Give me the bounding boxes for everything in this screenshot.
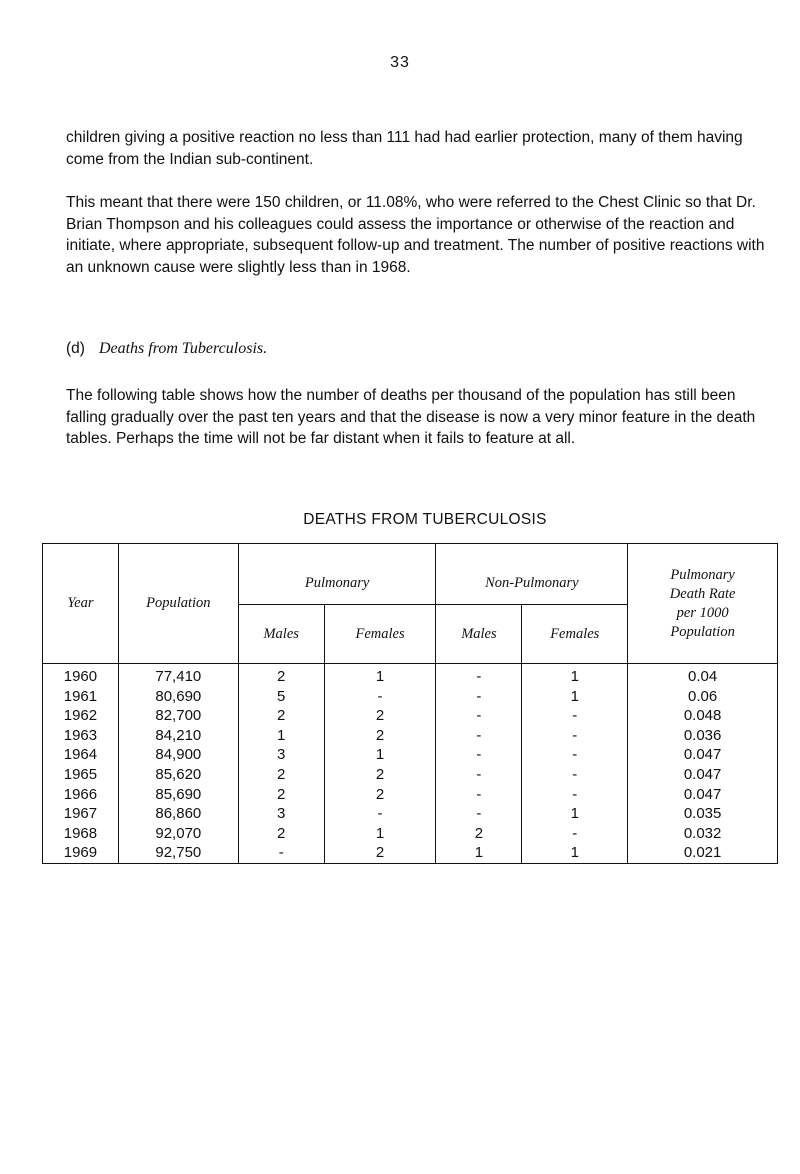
cell-population: 82,700 [118, 706, 238, 726]
table-row [43, 664, 778, 687]
cell-death-rate: 0.047 [628, 785, 778, 805]
cell-pulmonary-females: 2 [324, 706, 436, 726]
header-rate-line4: Population [670, 623, 735, 640]
cell-death-rate: 0.021 [628, 843, 778, 863]
cell-death-rate: 0.032 [628, 824, 778, 844]
header-rate-line3: per 1000 [676, 604, 729, 621]
table-row [43, 785, 778, 805]
cell-pulmonary-females: 2 [324, 765, 436, 785]
cell-year: 1964 [43, 745, 119, 765]
cell-pulmonary-males: - [238, 843, 324, 863]
cell-population: 92,750 [118, 843, 238, 863]
cell-pulmonary-females: 2 [324, 726, 436, 746]
paragraph-table-intro: The following table shows how the number of deaths per thousand of the population has still been falling gradually over the past ten years and that the disease is now a very minor feature in the death tables. Perhaps the time will not be far distant when it fails to feature at all. [66, 387, 756, 447]
cell-pulmonary-males: 2 [238, 824, 324, 844]
cell-non-pulmonary-females: - [522, 785, 628, 805]
cell-year: 1966 [43, 785, 119, 805]
header-non-pulmonary: Non-Pulmonary [436, 544, 628, 605]
header-non-pulmonary-females: Females [522, 605, 628, 664]
cell-pulmonary-females: - [324, 687, 436, 707]
header-pulmonary-females: Females [324, 605, 436, 664]
page-number: 33 [390, 54, 410, 71]
paragraph-chest-clinic-referrals: This meant that there were 150 children, or 11.08%, who were referred to the Chest Clinic so that Dr. Brian Thompson and his colleagues could assess the importance or otherwise of the reaction and initiate, where appropriate, subsequent follow-up and treatment. The number of positive reactions with an unknown cause were slightly less than in 1968. [66, 194, 765, 276]
header-year: Year [43, 544, 119, 664]
cell-population: 77,410 [118, 664, 238, 687]
header-pulmonary-males: Males [238, 605, 324, 664]
cell-non-pulmonary-males: - [436, 765, 522, 785]
cell-non-pulmonary-females: - [522, 765, 628, 785]
cell-year: 1969 [43, 843, 119, 863]
cell-pulmonary-males: 3 [238, 804, 324, 824]
cell-year: 1960 [43, 664, 119, 687]
cell-non-pulmonary-males: - [436, 687, 522, 707]
cell-death-rate: 0.047 [628, 745, 778, 765]
deaths-table [42, 543, 778, 864]
cell-pulmonary-males: 1 [238, 726, 324, 746]
cell-non-pulmonary-males: - [436, 745, 522, 765]
table-row [43, 706, 778, 726]
table-row [43, 745, 778, 765]
table-row [43, 687, 778, 707]
cell-non-pulmonary-males: 2 [436, 824, 522, 844]
cell-pulmonary-males: 2 [238, 664, 324, 687]
cell-population: 84,900 [118, 745, 238, 765]
cell-year: 1962 [43, 706, 119, 726]
cell-non-pulmonary-females: - [522, 824, 628, 844]
cell-population: 86,860 [118, 804, 238, 824]
table-title: DEATHS FROM TUBERCULOSIS [303, 511, 547, 528]
cell-year: 1961 [43, 687, 119, 707]
cell-non-pulmonary-females: - [522, 726, 628, 746]
cell-non-pulmonary-females: 1 [522, 804, 628, 824]
cell-year: 1963 [43, 726, 119, 746]
header-death-rate [628, 544, 778, 664]
section-title: Deaths from Tuberculosis. [98, 340, 268, 357]
cell-non-pulmonary-males: - [436, 785, 522, 805]
cell-population: 84,210 [118, 726, 238, 746]
table-row [43, 804, 778, 824]
cell-non-pulmonary-males: - [436, 804, 522, 824]
cell-pulmonary-males: 2 [238, 765, 324, 785]
table-row [43, 843, 778, 863]
cell-pulmonary-males: 5 [238, 687, 324, 707]
cell-non-pulmonary-females: 1 [522, 843, 628, 863]
section-heading [66, 340, 267, 358]
cell-death-rate: 0.048 [628, 706, 778, 726]
cell-population: 80,690 [118, 687, 238, 707]
cell-year: 1968 [43, 824, 119, 844]
table-row [43, 824, 778, 844]
cell-population: 85,620 [118, 765, 238, 785]
cell-non-pulmonary-females: 1 [522, 664, 628, 687]
header-rate-line2: Death Rate [669, 585, 736, 602]
cell-population: 85,690 [118, 785, 238, 805]
cell-non-pulmonary-females: - [522, 706, 628, 726]
cell-year: 1967 [43, 804, 119, 824]
cell-pulmonary-females: 2 [324, 785, 436, 805]
cell-non-pulmonary-males: 1 [436, 843, 522, 863]
paragraph-positive-reactions: children giving a positive reaction no less than 111 had had earlier protection, many of them having come from the Indian sub-continent. [66, 129, 743, 168]
header-population: Population [118, 544, 238, 664]
cell-pulmonary-males: 2 [238, 785, 324, 805]
header-non-pulmonary-males: Males [436, 605, 522, 664]
header-pulmonary: Pulmonary [238, 544, 436, 605]
cell-death-rate: 0.06 [628, 687, 778, 707]
cell-death-rate: 0.036 [628, 726, 778, 746]
cell-non-pulmonary-males: - [436, 726, 522, 746]
cell-death-rate: 0.047 [628, 765, 778, 785]
table-row [43, 765, 778, 785]
header-rate-line1: Pulmonary [670, 566, 735, 583]
cell-non-pulmonary-males: - [436, 706, 522, 726]
cell-death-rate: 0.035 [628, 804, 778, 824]
cell-pulmonary-females: 1 [324, 664, 436, 687]
section-letter: (d) [66, 340, 85, 357]
cell-pulmonary-females: - [324, 804, 436, 824]
cell-population: 92,070 [118, 824, 238, 844]
cell-non-pulmonary-females: - [522, 745, 628, 765]
cell-pulmonary-males: 3 [238, 745, 324, 765]
cell-pulmonary-females: 1 [324, 824, 436, 844]
cell-year: 1965 [43, 765, 119, 785]
cell-pulmonary-females: 1 [324, 745, 436, 765]
cell-pulmonary-males: 2 [238, 706, 324, 726]
cell-non-pulmonary-males: - [436, 664, 522, 687]
cell-death-rate: 0.04 [628, 664, 778, 687]
table-row [43, 726, 778, 746]
cell-non-pulmonary-females: 1 [522, 687, 628, 707]
cell-pulmonary-females: 2 [324, 843, 436, 863]
